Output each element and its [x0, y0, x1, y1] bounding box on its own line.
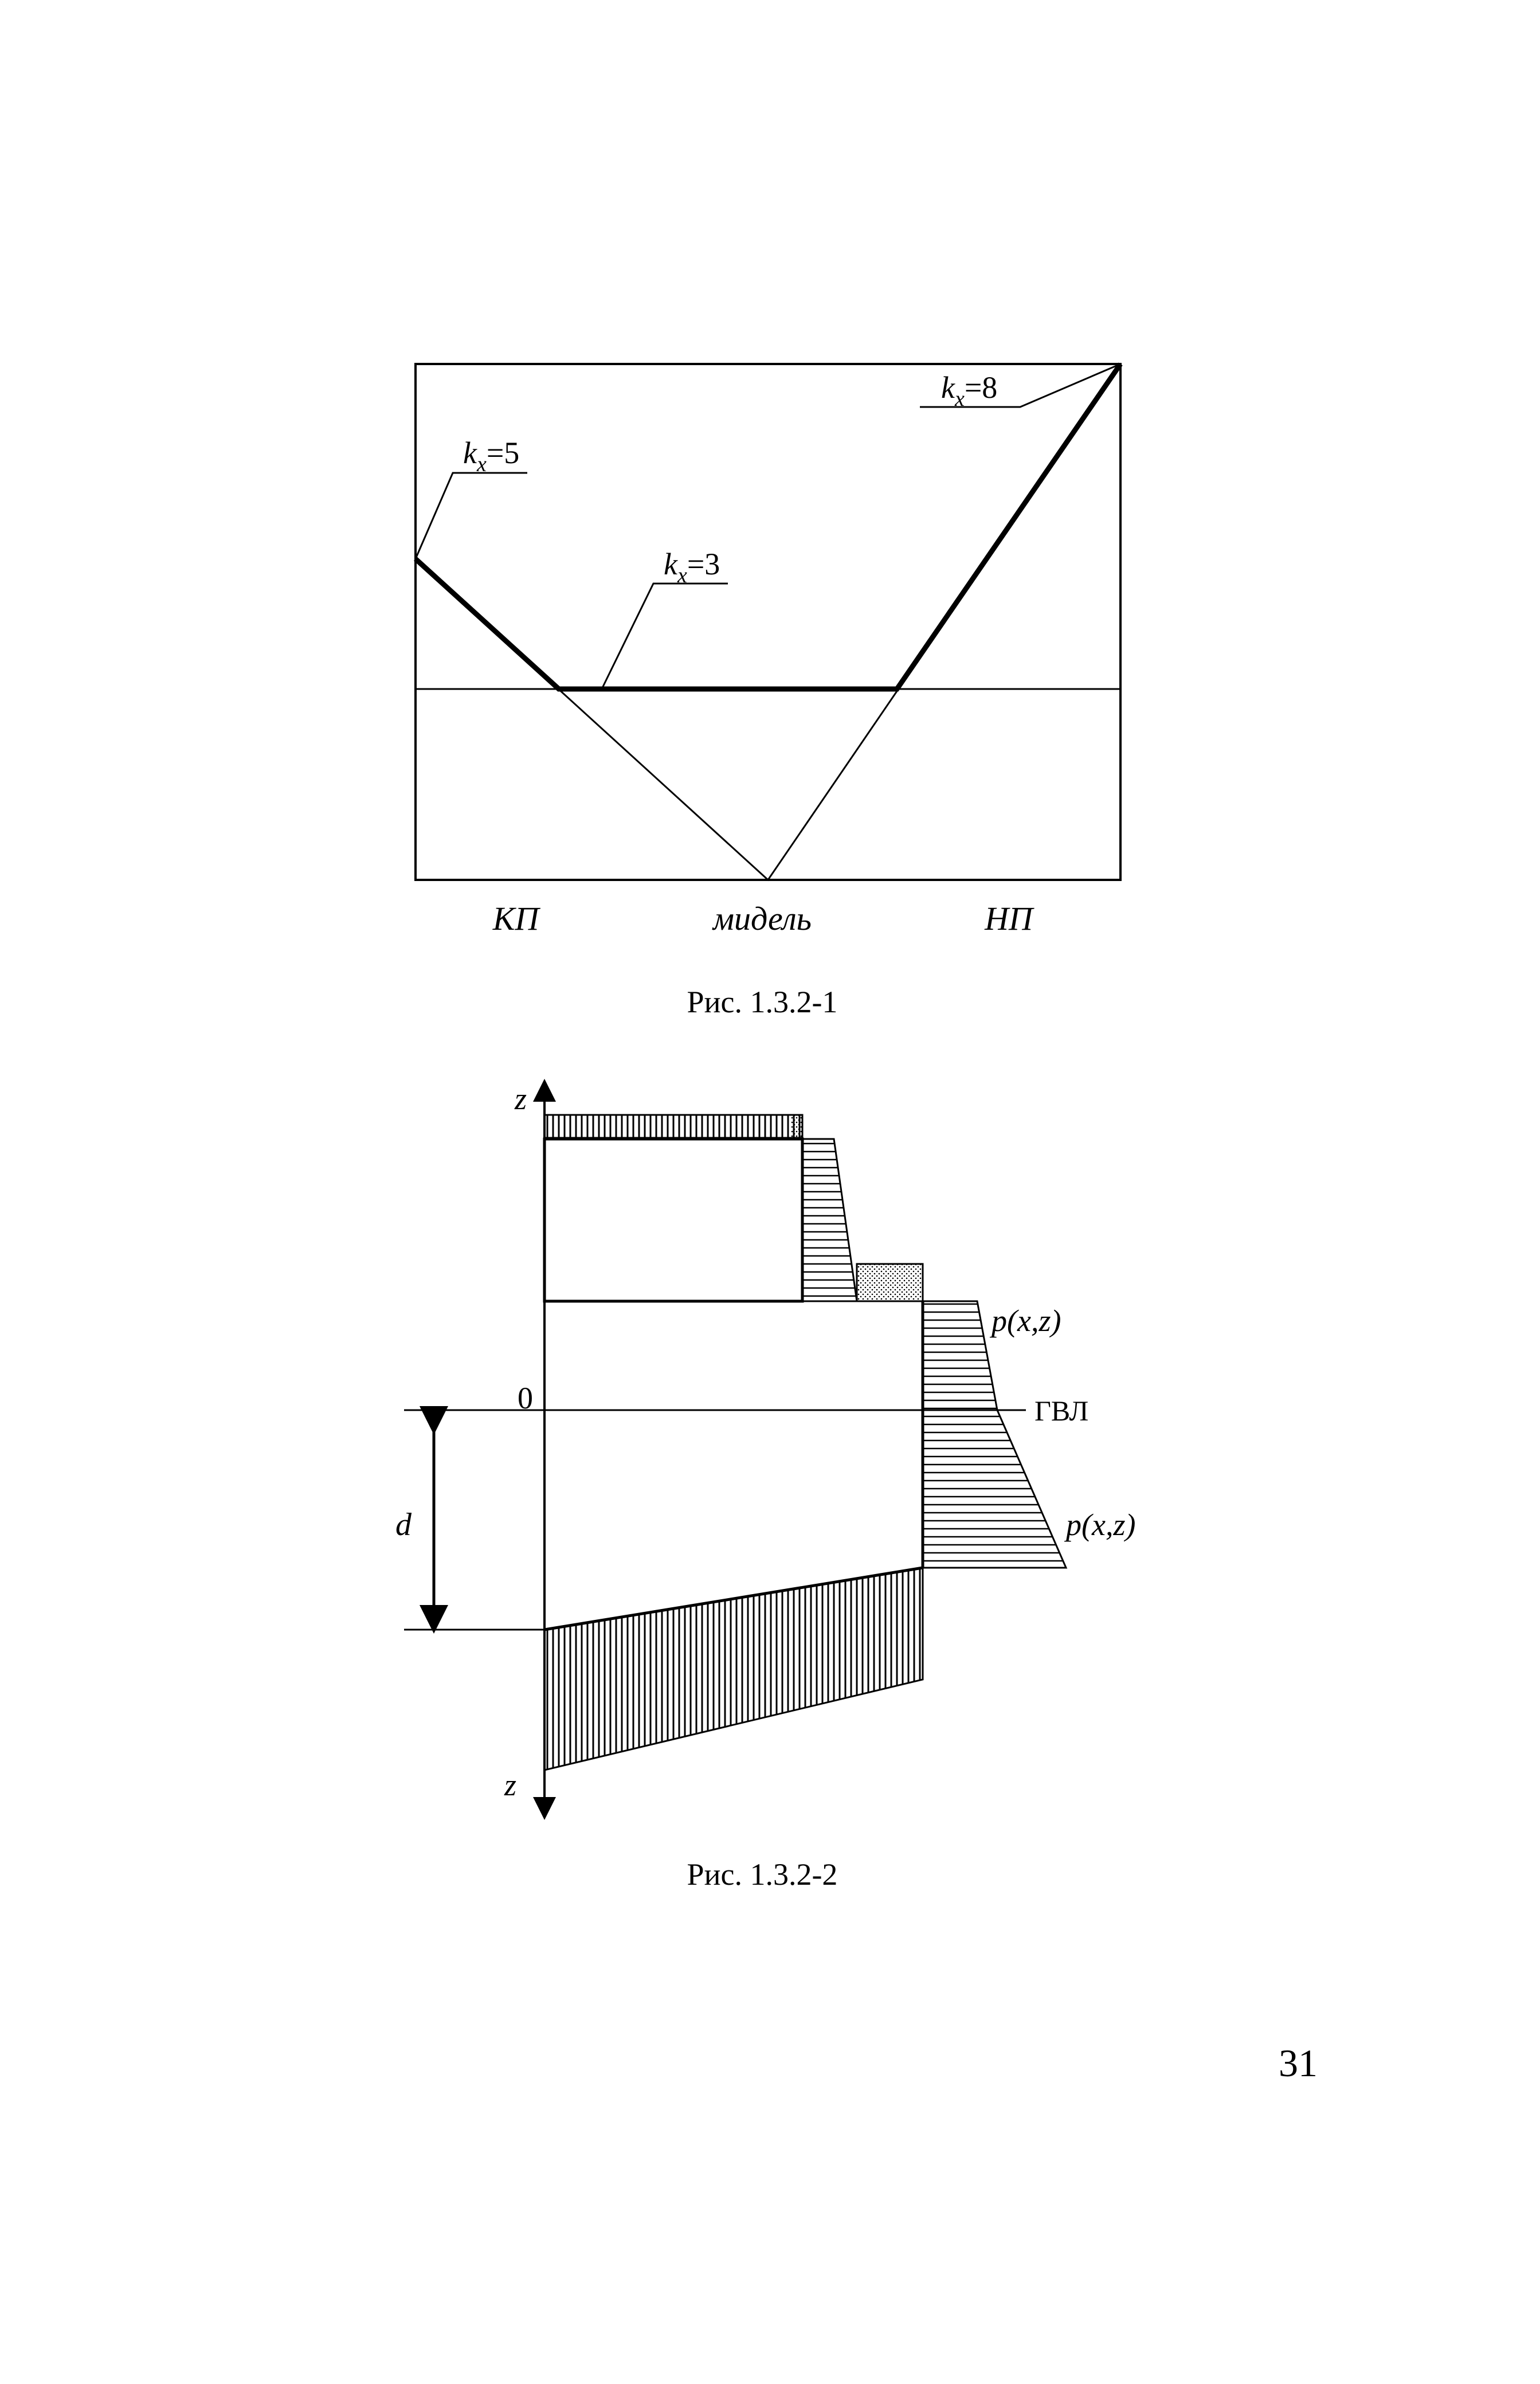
- superstructure: [544, 1139, 802, 1301]
- superstructure-side-load: [802, 1139, 857, 1301]
- fig1-frame: [416, 364, 1120, 880]
- leader-kx3: [602, 584, 728, 689]
- label-kx8: $k_x=8$: [941, 370, 998, 411]
- fig1-kx-curve: [416, 364, 1120, 689]
- axis-label-midel: мидель: [712, 900, 812, 937]
- top-deck-load-end: [791, 1115, 802, 1138]
- label-kx5: $k_x=5$: [463, 436, 520, 476]
- page-number: 31: [1279, 2041, 1318, 2085]
- label-p-upper: p(x,z): [992, 1303, 1061, 1338]
- label-d: d: [395, 1507, 412, 1543]
- top-deck-load: [544, 1115, 802, 1138]
- label-zero: 0: [518, 1381, 533, 1415]
- fig1-v-lines: [416, 364, 1120, 880]
- step-deck-load: [857, 1264, 923, 1301]
- axis-label-kp: КП: [492, 900, 539, 937]
- figure-2-diagram: [395, 1082, 1135, 1892]
- label-gvl: ГВЛ: [1034, 1395, 1089, 1427]
- bottom-pressure-diagram: [544, 1568, 923, 1770]
- figure-2-caption: Рис. 1.3.2-2: [687, 1857, 838, 1892]
- leader-kx5: [416, 473, 527, 559]
- label-z-top: z: [515, 1082, 527, 1116]
- axis-label-np: НП: [985, 900, 1033, 937]
- label-kx3: $k_x=3$: [664, 547, 720, 588]
- side-pressure-diagram: [923, 1301, 1066, 1568]
- label-z-bottom: z: [504, 1768, 517, 1802]
- figure-1-caption: Рис. 1.3.2-1: [687, 985, 838, 1019]
- figure-1-diagram: [416, 364, 1120, 1019]
- label-p-lower: p(x,z): [1066, 1508, 1136, 1542]
